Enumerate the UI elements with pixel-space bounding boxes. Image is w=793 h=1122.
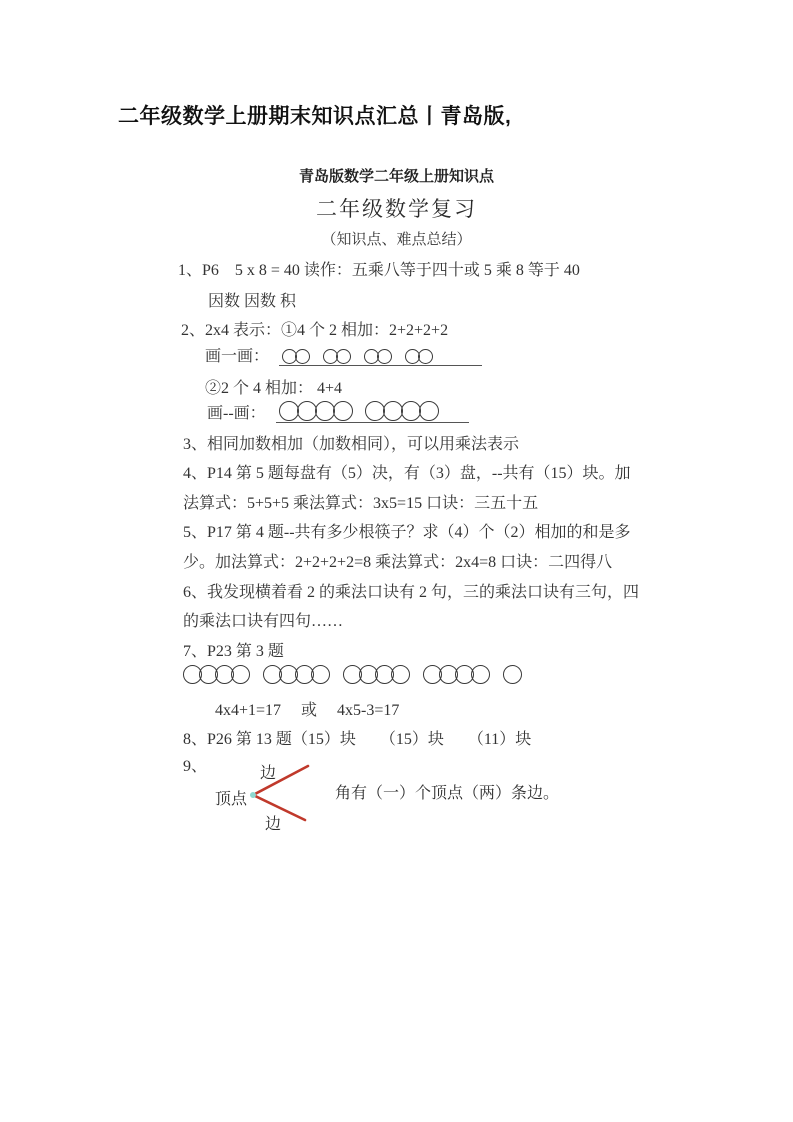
draw-row-2 <box>207 400 469 423</box>
note-item5-line1: 5、P17 第 4 题--共有多少根筷子？求（4）个（2）相加的和是多 <box>183 524 631 541</box>
circle-icon <box>471 665 490 684</box>
circle-group <box>343 665 407 684</box>
note-item2-line1: 2、2x4 表示：①4 个 2 相加：2+2+2+2 <box>181 322 449 339</box>
circle-icon <box>383 401 403 421</box>
item7-circles <box>183 665 535 684</box>
doc-title: 二年级数学上册期末知识点汇总丨青岛版, <box>118 105 512 128</box>
circle-icon <box>418 349 433 364</box>
angle-side-top-label: 边 <box>260 765 277 782</box>
circle-group <box>183 665 247 684</box>
circle-group <box>364 349 390 364</box>
circle-group <box>405 349 431 364</box>
draw-row-2-label: 画--画： <box>207 405 266 422</box>
circle-icon <box>401 401 421 421</box>
circle-group <box>323 349 349 364</box>
note-item1-line1: 1、P6 5 x 8 = 40 读作：五乘八等于四十或 5 乘 8 等于 40 <box>178 262 580 279</box>
draw-row-1 <box>205 343 482 366</box>
draw-row-1-label: 画一画： <box>205 348 270 365</box>
item7-circles-row <box>183 665 535 684</box>
circle-icon <box>333 401 353 421</box>
note-item7-line1: 7、P23 第 3 题 <box>183 643 284 660</box>
circle-icon <box>295 349 310 364</box>
note-item8: 8、P26 第 13 题（15）块 （15）块 （11）块 <box>183 731 532 748</box>
doc-subheading: （知识点、难点总结） <box>321 232 472 248</box>
note-item5-line2: 少。加法算式：2+2+2+2=8 乘法算式：2x4=8 口诀：二四得八 <box>183 554 613 571</box>
circle-icon <box>311 665 330 684</box>
circle-icon <box>336 349 351 364</box>
circle-group <box>279 401 351 421</box>
note-item1-line2: 因数 因数 积 <box>208 293 297 310</box>
circle-icon <box>365 401 385 421</box>
note-item4-line2: 法算式：5+5+5 乘法算式：3x5=15 口诀：三五十五 <box>183 495 539 512</box>
draw-row-1-circles <box>279 349 482 366</box>
circle-icon <box>377 349 392 364</box>
angle-caption: 角有（一）个顶点（两）条边。 <box>335 785 560 802</box>
draw-row-2-circles <box>276 401 469 423</box>
circle-group <box>503 665 519 684</box>
note-item6-line2: 的乘法口诀有四句…… <box>183 613 344 630</box>
note-item7-equations: 4x4+1=17 或 4x5-3=17 <box>215 702 400 719</box>
angle-vertex-dot <box>250 792 256 798</box>
note-item6-line1: 6、我发现横着看 2 的乘法口诀有 2 句，三的乘法口诀有三句，四 <box>183 584 640 601</box>
circle-icon <box>315 401 335 421</box>
note-item2-line2: ②2 个 4 相加： 4+4 <box>205 380 343 397</box>
note-item3: 3、相同加数相加（加数相同），可以用乘法表示 <box>183 436 520 453</box>
doc-subtitle: 青岛版数学二年级上册知识点 <box>298 169 494 185</box>
angle-side-bottom-label: 边 <box>265 816 282 833</box>
circle-icon <box>231 665 250 684</box>
circle-icon <box>297 401 317 421</box>
angle-vertex-label: 顶点 <box>215 791 248 808</box>
circle-icon <box>419 401 439 421</box>
doc-heading: 二年级数学复习 <box>316 197 477 221</box>
note-item4-line1: 4、P14 第 5 题每盘有（5）决，有（3）盘，--共有（15）块。加 <box>183 465 631 482</box>
note-item9-label: 9、 <box>183 758 208 775</box>
circle-group <box>263 665 327 684</box>
circle-icon <box>503 665 522 684</box>
circle-group <box>365 401 437 421</box>
circle-icon <box>391 665 410 684</box>
circle-icon <box>279 401 299 421</box>
circle-group <box>423 665 487 684</box>
circle-group <box>282 349 308 364</box>
